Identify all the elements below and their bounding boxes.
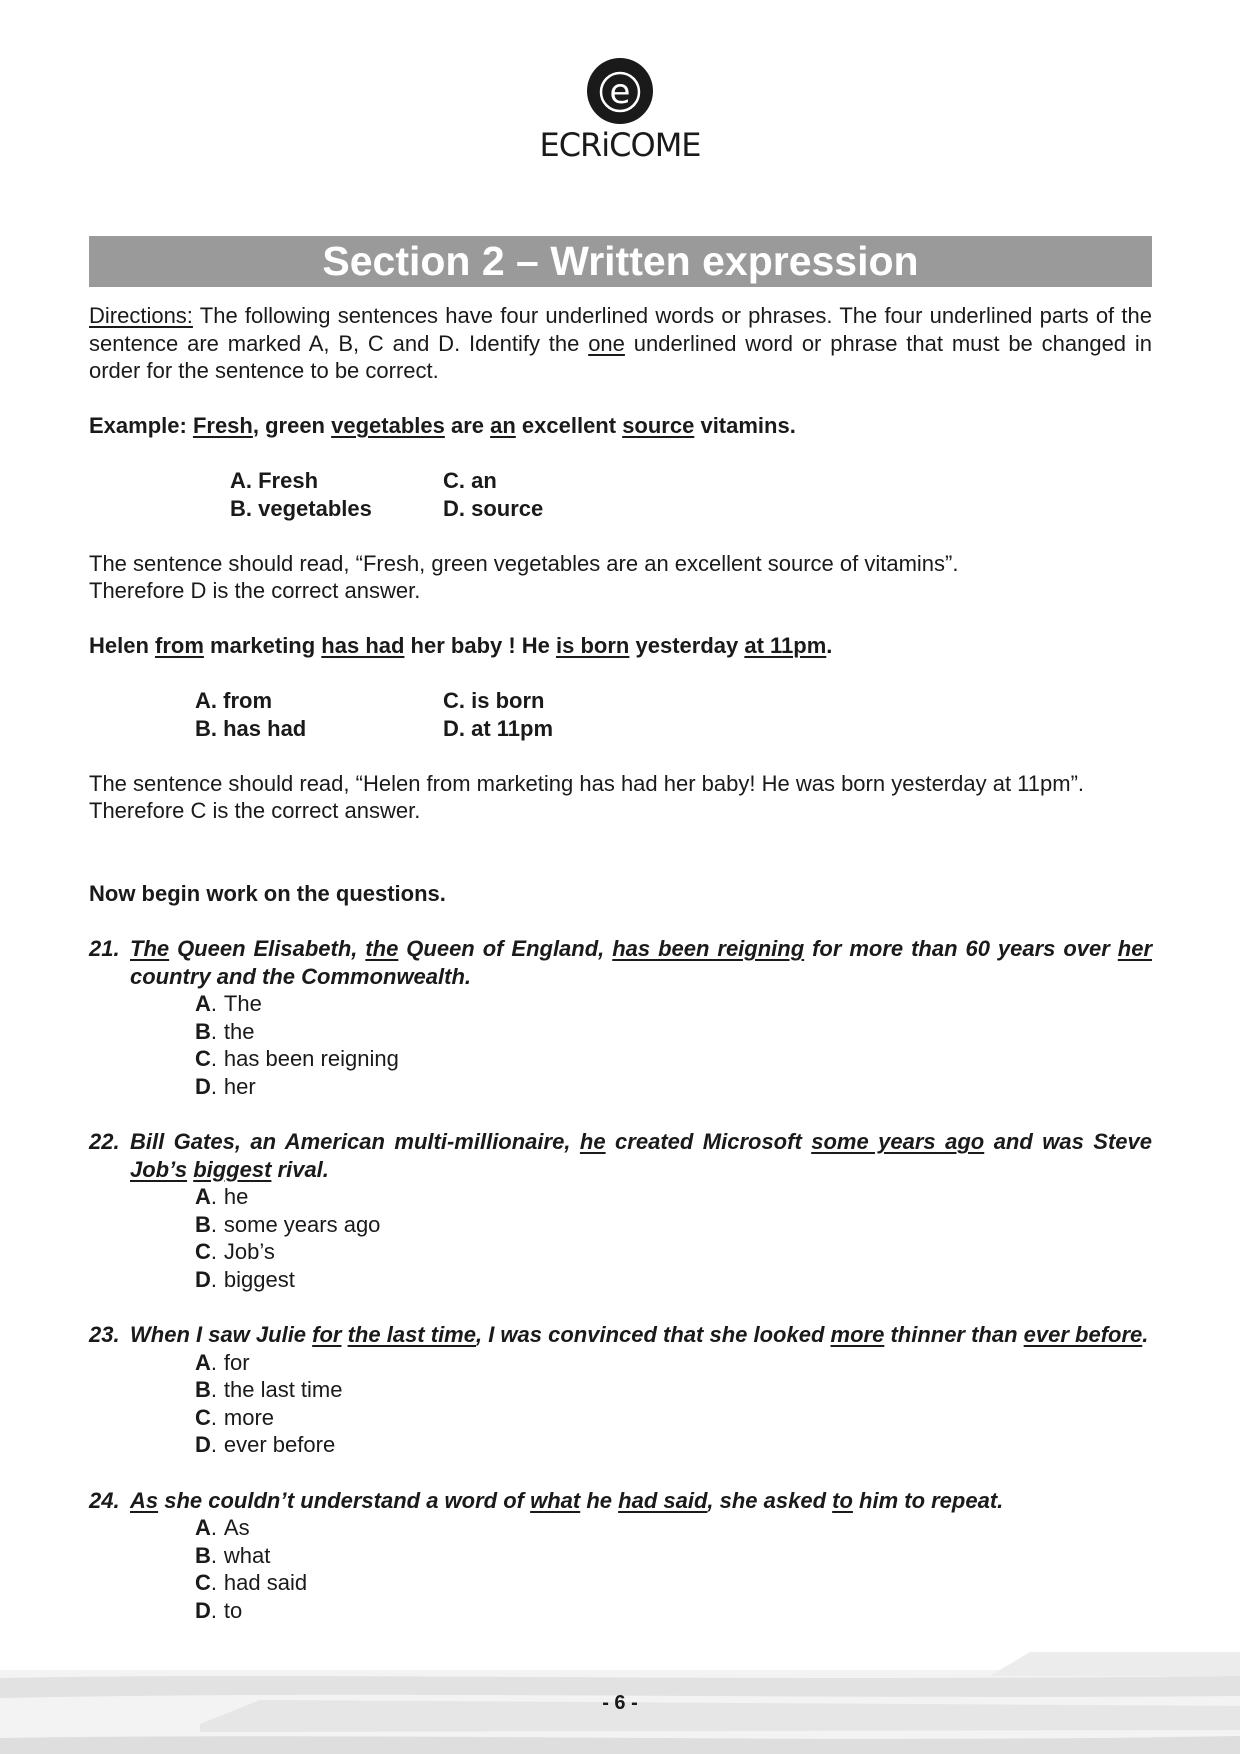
underlined-segment: what [530, 1487, 581, 1513]
underlined-segment: the [365, 936, 399, 961]
answer-text: the [223, 1018, 255, 1044]
text-segment: . [1142, 1322, 1149, 1347]
answer-letter: D [195, 1432, 211, 1457]
answer-separator: . [210, 1046, 218, 1071]
answer-letter: B [195, 1377, 211, 1402]
answer-letter: A [195, 1515, 211, 1540]
text-segment: , she asked [707, 1487, 833, 1513]
answer-text: had said [223, 1570, 308, 1595]
text-segment: she couldn’t understand a word of [158, 1487, 531, 1513]
answer-separator: . [210, 991, 218, 1016]
page-content [89, 302, 1152, 1624]
answer-separator: . [210, 1239, 218, 1264]
example2-option-a: A. from [195, 688, 272, 713]
begin-instructions: Now begin work on the questions. [89, 880, 446, 906]
question-sentence [89, 935, 1152, 990]
answer-text: more [223, 1404, 275, 1430]
question-number: 22. [89, 1129, 120, 1154]
section-title: Section 2 – Written expression [89, 236, 1152, 287]
answer-letter: B [195, 1542, 211, 1568]
question-item [89, 1487, 1152, 1625]
answer-separator: . [210, 1432, 218, 1457]
text-segment: rival. [271, 1156, 329, 1182]
question-item [89, 935, 1152, 1100]
question-text [130, 1321, 1152, 1349]
directions-emphasis: one [588, 330, 625, 356]
example2-text: her baby ! He [404, 633, 557, 658]
answer-option [195, 1238, 1152, 1266]
example2-underline-d: at 11pm [744, 633, 827, 658]
answer-list [195, 1349, 1152, 1459]
example2-underline-a: from [155, 633, 204, 658]
example2-text: . [826, 633, 833, 658]
answer-letter: C [195, 1046, 211, 1071]
logo-mark-letter: e [609, 72, 631, 112]
answer-option [195, 1569, 1152, 1597]
answer-text: he [223, 1184, 249, 1209]
answer-letter: D [195, 1597, 211, 1623]
question-item [89, 1321, 1152, 1459]
question-sentence [89, 1487, 1152, 1515]
answer-option [195, 1431, 1152, 1459]
ecricome-logo-icon [587, 58, 653, 124]
page-number: - 6 - [602, 1692, 638, 1714]
answer-text: some years ago [223, 1211, 381, 1237]
example1-underline-c: an [490, 413, 516, 438]
example1-text: , green [252, 413, 332, 438]
answer-text: Job’s [223, 1239, 275, 1264]
underlined-segment: As [130, 1487, 159, 1513]
answer-option [195, 1514, 1152, 1542]
question-number: 23. [89, 1322, 120, 1347]
example2-option-c: C. is born [443, 688, 545, 713]
answer-option [195, 1597, 1152, 1625]
directions-label: Directions: [89, 303, 193, 328]
answer-text: biggest [223, 1266, 295, 1292]
answer-separator: . [210, 1184, 218, 1209]
text-segment: created Microsoft [605, 1129, 812, 1154]
answer-option [195, 1376, 1152, 1404]
underlined-segment: has been reigning [612, 936, 805, 961]
answer-separator: . [210, 1211, 218, 1237]
answer-letter: A [195, 1184, 211, 1209]
underlined-segment: some years ago [811, 1129, 985, 1154]
answer-separator: . [210, 1073, 218, 1099]
answer-letter: B [195, 1018, 211, 1044]
answer-letter: D [195, 1073, 211, 1099]
question-sentence [89, 1321, 1152, 1349]
example2-text: yesterday [629, 633, 745, 658]
answer-text: for [223, 1349, 250, 1375]
answer-list [195, 990, 1152, 1100]
text-segment: for more than 60 years over [804, 936, 1118, 961]
text-segment: country and the Commonwealth. [130, 963, 472, 989]
answer-text: her [223, 1073, 256, 1099]
example1-sentence [89, 412, 1152, 440]
answer-text: the last time [223, 1377, 343, 1402]
example1-option-d: D. source [443, 495, 544, 521]
example1-text: excellent [515, 413, 623, 438]
answer-list [195, 1514, 1152, 1624]
answer-list [195, 1183, 1152, 1293]
answer-option [195, 1018, 1152, 1046]
answer-option [195, 1542, 1152, 1570]
question-sentence [89, 1128, 1152, 1183]
underlined-segment: the last time [347, 1322, 476, 1347]
ecricome-logo [0, 58, 1240, 164]
answer-option [195, 1266, 1152, 1294]
example2-underline-b: has had [321, 633, 405, 658]
text-segment: , I was convinced that she looked [475, 1322, 831, 1347]
question-number: 24. [89, 1487, 120, 1513]
answer-letter: C [195, 1570, 211, 1595]
text-segment: Queen of England, [398, 936, 613, 961]
answer-text: As [223, 1515, 250, 1540]
directions-text-1: The following sentences have four underlined words or phrases. The four underlined parts of the sentence are marked A, B, C and D. Identify the [89, 303, 1152, 356]
example1-option-b: B. vegetables [230, 495, 372, 521]
answer-separator: . [210, 1018, 218, 1044]
example1-underline-a: Fresh [192, 413, 253, 438]
underlined-segment: Job’s [130, 1156, 188, 1182]
example1-underline-b: vegetables [331, 413, 445, 438]
answer-text: The [223, 991, 262, 1016]
example2-option-d: D. at 11pm [443, 715, 554, 741]
question-text [130, 935, 1152, 990]
answer-separator: . [210, 1597, 218, 1623]
answer-option [195, 1404, 1152, 1432]
answer-option [195, 1045, 1152, 1073]
answer-option [195, 1211, 1152, 1239]
example2-answer: Therefore C is the correct answer. [89, 798, 421, 823]
text-segment: When I saw Julie [130, 1322, 313, 1347]
question-number: 21. [89, 936, 120, 961]
text-segment: and was Steve [984, 1129, 1152, 1154]
example1-explanation: The sentence should read, “Fresh, green vegetables are an excellent source of vitamins”. [89, 550, 959, 576]
underlined-segment: biggest [193, 1156, 272, 1182]
text-segment: him to repeat. [852, 1487, 1004, 1513]
answer-option [195, 1073, 1152, 1101]
text-segment: he [580, 1487, 619, 1513]
answer-text: to [223, 1597, 243, 1623]
answer-separator: . [210, 1570, 218, 1595]
underlined-segment: The [130, 936, 170, 961]
answer-separator: . [210, 1515, 218, 1540]
example1-option-a: A. Fresh [230, 468, 319, 493]
example1-underline-d: source [622, 413, 695, 438]
example2-text: marketing [203, 633, 322, 658]
answer-option [195, 1349, 1152, 1377]
answer-letter: D [195, 1266, 211, 1292]
directions-paragraph [89, 302, 1152, 385]
example1-option-c: C. an [443, 468, 497, 493]
question-item [89, 1128, 1152, 1293]
example2-option-b: B. has had [195, 715, 307, 741]
answer-separator: . [210, 1542, 218, 1568]
answer-letter: A [195, 991, 211, 1016]
answer-separator: . [210, 1266, 218, 1292]
example2-underline-c: is born [556, 633, 630, 658]
text-segment: Bill Gates, an American multi-millionaire, [130, 1129, 580, 1154]
answer-separator: . [210, 1349, 218, 1375]
underlined-segment: for [312, 1322, 342, 1347]
answer-letter: A [195, 1349, 211, 1375]
example1-text: are [444, 413, 491, 438]
example2-explanation: The sentence should read, “Helen from marketing has had her baby! He was born yesterday at 11pm”. [89, 770, 1085, 796]
underlined-segment: more [830, 1322, 885, 1347]
question-list [89, 935, 1152, 1624]
text-segment: Queen Elisabeth, [169, 936, 366, 961]
directions-text-2: underlined word or phrase that must be changed in order for the sentence to be correct. [89, 330, 1152, 383]
example1-lead: Example: [89, 413, 193, 438]
underlined-segment: to [832, 1487, 853, 1513]
underlined-segment: had said [618, 1487, 708, 1513]
answer-separator: . [210, 1404, 218, 1430]
example2-text: Helen [89, 633, 156, 658]
logo-wordmark: ECRiCOME [539, 126, 701, 164]
text-segment: thinner than [884, 1322, 1024, 1347]
answer-text: ever before [223, 1432, 336, 1457]
underlined-segment: her [1117, 936, 1153, 961]
question-text [130, 1128, 1152, 1183]
answer-text: what [223, 1542, 271, 1568]
answer-separator: . [210, 1377, 218, 1402]
answer-letter: C [195, 1239, 211, 1264]
underlined-segment: he [579, 1129, 606, 1154]
example2-sentence [89, 632, 1152, 660]
example1-answer: Therefore D is the correct answer. [89, 578, 421, 603]
underlined-segment: ever before [1023, 1322, 1143, 1347]
answer-option [195, 990, 1152, 1018]
answer-letter: C [195, 1404, 211, 1430]
answer-option [195, 1183, 1152, 1211]
example1-text: vitamins. [694, 413, 796, 438]
answer-text: has been reigning [223, 1046, 399, 1071]
example1-options [230, 467, 1152, 522]
question-text [130, 1487, 1152, 1515]
example2-options [195, 687, 1152, 742]
answer-letter: B [195, 1211, 211, 1237]
